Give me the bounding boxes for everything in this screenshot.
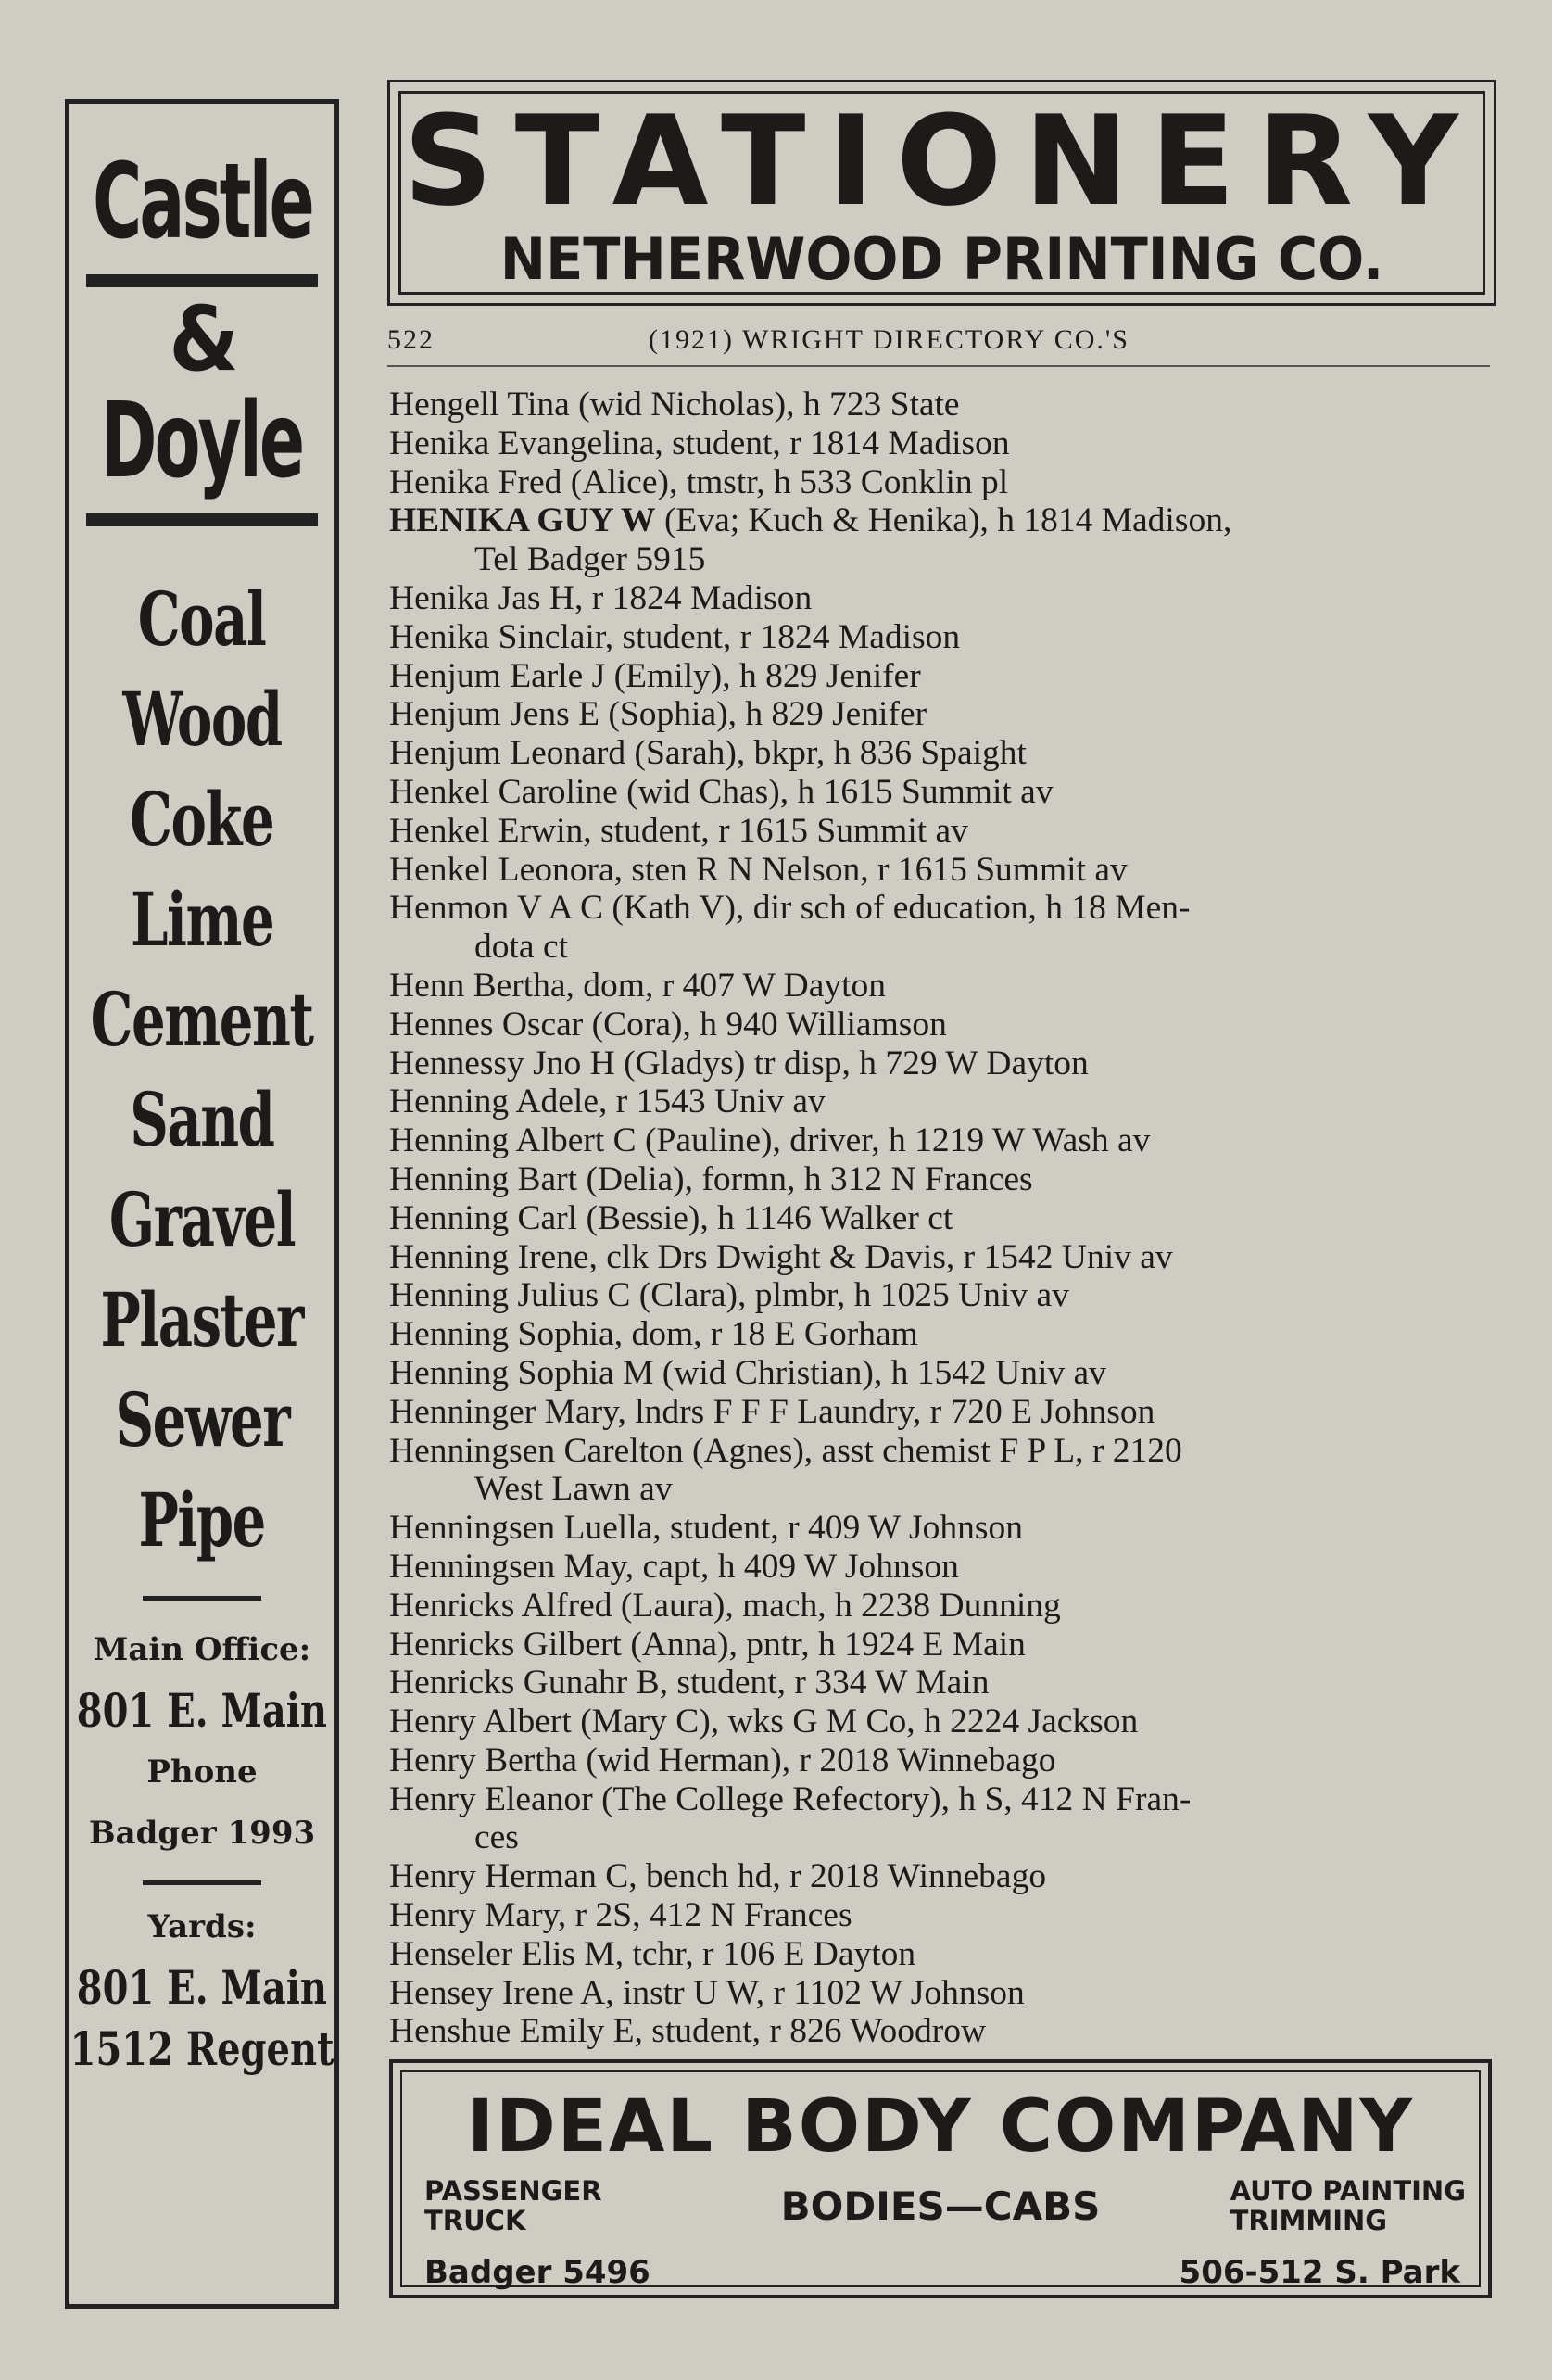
entry-text: Henn Bertha, dom, r 407 W Dayton: [389, 966, 887, 1005]
product-item: Pipe: [138, 1476, 266, 1563]
ideal-body-right-text: [1230, 2176, 1466, 2235]
entry-text: Henricks Alfred (Laura), mach, h 2238 Dunning: [389, 1586, 1061, 1625]
directory-entry: [389, 1857, 1496, 1896]
yards-label: Yards:: [147, 1908, 257, 1945]
directory-entry: [389, 1664, 1496, 1703]
entry-text: Henjum Leonard (Sarah), bkpr, h 836 Spaight: [389, 734, 1027, 773]
entry-continuation: dota ct: [474, 928, 569, 967]
ideal-body-middle-text: BODIES—CABS: [780, 2184, 1101, 2229]
directory-entry: [389, 1974, 1496, 2013]
entry-text: Henning Bart (Delia), formn, h 312 N Frances: [389, 1159, 1033, 1198]
directory-entry: [389, 1276, 1496, 1315]
directory-entry: [389, 501, 1496, 579]
entry-text: Henry Mary, r 2S, 412 N Frances: [389, 1896, 852, 1935]
product-item: Coal: [138, 576, 266, 663]
divider: [143, 1880, 261, 1885]
entry-text: Henning Carl (Bessie), h 1146 Walker ct: [389, 1198, 953, 1237]
directory-entry: [389, 1315, 1496, 1354]
ideal-body-ad-inner-frame: [400, 2070, 1481, 2291]
entry-text: Henry Albert (Mary C), wks G M Co, h 2224 Jackson: [389, 1703, 1139, 1741]
running-head: [387, 324, 1490, 367]
yards-address-2: 1512 Regent: [69, 2021, 334, 2076]
entry-text: Henkel Caroline (wid Chas), h 1615 Summit av: [389, 772, 1054, 811]
directory-entry: [389, 657, 1496, 696]
directory-entry: [389, 1741, 1496, 1780]
directory-entry: [389, 1780, 1496, 1858]
directory-entry: [389, 1160, 1496, 1199]
entry-text: Henjum Earle J (Emily), h 829 Jenifer: [389, 656, 921, 695]
entry-text: Henning Adele, r 1543 Univ av: [389, 1082, 826, 1121]
directory-entry: [389, 579, 1496, 618]
entry-text: Henningsen May, capt, h 409 W Johnson: [389, 1547, 959, 1586]
entry-text: Henika Evangelina, student, r 1814 Madison: [389, 424, 1010, 462]
entry-text: Henningsen Luella, student, r 409 W Johnson: [389, 1509, 1023, 1548]
entry-text: Henry Bertha (wid Herman), r 2018 Winnebago: [389, 1741, 1056, 1779]
directory-entry: [389, 812, 1496, 851]
directory-entry: [389, 1006, 1496, 1044]
divider: [86, 274, 318, 287]
advertiser-name-line2: Doyle: [101, 381, 303, 501]
directory-entry: [389, 618, 1496, 657]
product-item: Wood: [122, 676, 282, 763]
directory-entry: [389, 2012, 1496, 2051]
product-item: Sewer: [115, 1376, 289, 1463]
advertiser-name-line1: Castle: [92, 142, 312, 262]
entry-text: Henkel Leonora, sten R N Nelson, r 1615 Summit av: [389, 850, 1128, 889]
product-item: Plaster: [100, 1276, 304, 1363]
directory-entry: [389, 1238, 1496, 1277]
directory-entry: [389, 1703, 1496, 1741]
directory-entry: [389, 1587, 1496, 1626]
entry-continuation: Tel Badger 5915: [474, 540, 706, 579]
castle-doyle-ad: [65, 99, 339, 2309]
entry-text: Henmon V A C (Kath V), dir sch of education, h 18 Men-: [389, 889, 1191, 928]
entry-text: Henjum Jens E (Sophia), h 829 Jenifer: [389, 695, 927, 734]
advertiser-name-ampersand: &: [169, 287, 235, 391]
entry-text: Henika Jas H, r 1824 Madison: [389, 578, 813, 617]
ideal-body-right-line2: TRIMMING: [1230, 2205, 1388, 2236]
entry-text: Henry Eleanor (The College Refectory), h S, 412 N Fran-: [389, 1779, 1192, 1818]
entry-text: Henshue Emily E, student, r 826 Woodrow: [389, 2012, 987, 2051]
divider: [86, 513, 318, 526]
directory-entry: [389, 889, 1496, 967]
stationery-company: NETHERWOOD PRINTING CO.: [499, 225, 1384, 293]
directory-entry: [389, 1626, 1496, 1665]
divider: [143, 1596, 261, 1601]
stationery-ad-inner-frame: [398, 91, 1485, 295]
directory-entry: [389, 1082, 1496, 1121]
directory-entry: [389, 773, 1496, 812]
directory-entry: [389, 1199, 1496, 1238]
directory-entry: [389, 1548, 1496, 1587]
entry-text: Henning Irene, clk Drs Dwight & Davis, r 1542 Univ av: [389, 1237, 1173, 1276]
entry-text: Henning Julius C (Clara), plmbr, h 1025 Univ av: [389, 1276, 1069, 1315]
entry-text: Hensey Irene A, instr U W, r 1102 W Johnson: [389, 1973, 1025, 2012]
directory-entry: [389, 967, 1496, 1006]
phone-label: Phone: [146, 1753, 258, 1791]
page-number: 522: [387, 324, 435, 355]
main-office-address: 801 E. Main: [76, 1683, 328, 1738]
ideal-body-right-line1: AUTO PAINTING: [1230, 2175, 1466, 2207]
entry-text: Henningsen Carelton (Agnes), asst chemist F P L, r 2120: [389, 1431, 1182, 1470]
directory-entry: [389, 1044, 1496, 1083]
entry-text: Henry Herman C, bench hd, r 2018 Winnebago: [389, 1857, 1047, 1896]
directory-entry: [389, 424, 1496, 463]
stationery-title: STATIONERY: [403, 89, 1481, 234]
directory-entry: [389, 463, 1496, 502]
product-item: Lime: [130, 876, 274, 963]
entry-text: Henkel Erwin, student, r 1615 Summit av: [389, 811, 968, 850]
entry-text: Hengell Tina (wid Nicholas), h 723 State: [389, 386, 960, 424]
entry-text: Hennes Oscar (Cora), h 940 Williamson: [389, 1005, 947, 1044]
directory-entry: [389, 1509, 1496, 1548]
directory-entry: [389, 695, 1496, 734]
entry-text: Henninger Mary, lndrs F F F Laundry, r 720 E Johnson: [389, 1392, 1155, 1431]
directory-entry: [389, 1935, 1496, 1974]
ideal-body-left-line1: PASSENGER: [424, 2175, 602, 2207]
directory-entry: [389, 1432, 1496, 1510]
ideal-body-phone: Badger 5496: [424, 2254, 650, 2291]
product-list: [47, 569, 356, 1570]
directory-entry: [389, 1121, 1496, 1160]
entry-text: Henning Sophia M (wid Christian), h 1542 Univ av: [389, 1353, 1106, 1392]
directory-entry: [389, 734, 1496, 773]
directory-entry: [389, 1393, 1496, 1432]
product-item: Cement: [91, 976, 313, 1063]
ideal-body-address: 506-512 S. Park: [1179, 2254, 1460, 2291]
product-item: Coke: [130, 776, 274, 863]
yards-address-1: 801 E. Main: [76, 1960, 328, 2015]
product-item: Gravel: [108, 1176, 296, 1263]
product-item: Sand: [130, 1076, 274, 1163]
entry-text: Henika Fred (Alice), tmstr, h 533 Conklin pl: [389, 462, 1009, 501]
ideal-body-title: IDEAL BODY COMPANY: [466, 2085, 1415, 2169]
entry-continuation: ces: [474, 1818, 519, 1857]
ideal-body-company-ad: [389, 2059, 1492, 2298]
entry-text: Hennessy Jno H (Gladys) tr disp, h 729 W Dayton: [389, 1044, 1089, 1082]
ideal-body-left-line2: TRUCK: [424, 2205, 526, 2236]
stationery-ad: [387, 80, 1496, 306]
directory-entry: [389, 851, 1496, 890]
entry-continuation: West Lawn av: [474, 1470, 673, 1509]
entry-text: Henika Sinclair, student, r 1824 Madison: [389, 617, 961, 656]
running-title: (1921) WRIGHT DIRECTORY CO.'S: [649, 324, 1129, 355]
entry-text: Henricks Gunahr B, student, r 334 W Main: [389, 1664, 990, 1703]
entry-text: Henning Sophia, dom, r 18 E Gorham: [389, 1315, 918, 1354]
entry-text: (Eva; Kuch & Henika), h 1814 Madison,: [655, 501, 1232, 540]
directory-entries: [389, 386, 1496, 2051]
phone-number: Badger 1993: [88, 1815, 316, 1852]
entry-text: Henseler Elis M, tchr, r 106 E Dayton: [389, 1934, 916, 1973]
main-office-label: Main Office:: [93, 1631, 311, 1668]
entry-text: Henricks Gilbert (Anna), pntr, h 1924 E Main: [389, 1625, 1026, 1664]
directory-entry: [389, 1354, 1496, 1393]
directory-entry: [389, 1896, 1496, 1935]
entry-text: Henning Albert C (Pauline), driver, h 1219 W Wash av: [389, 1121, 1151, 1160]
directory-entry: [389, 386, 1496, 424]
entry-bold-name: HENIKA GUY W: [389, 501, 656, 540]
